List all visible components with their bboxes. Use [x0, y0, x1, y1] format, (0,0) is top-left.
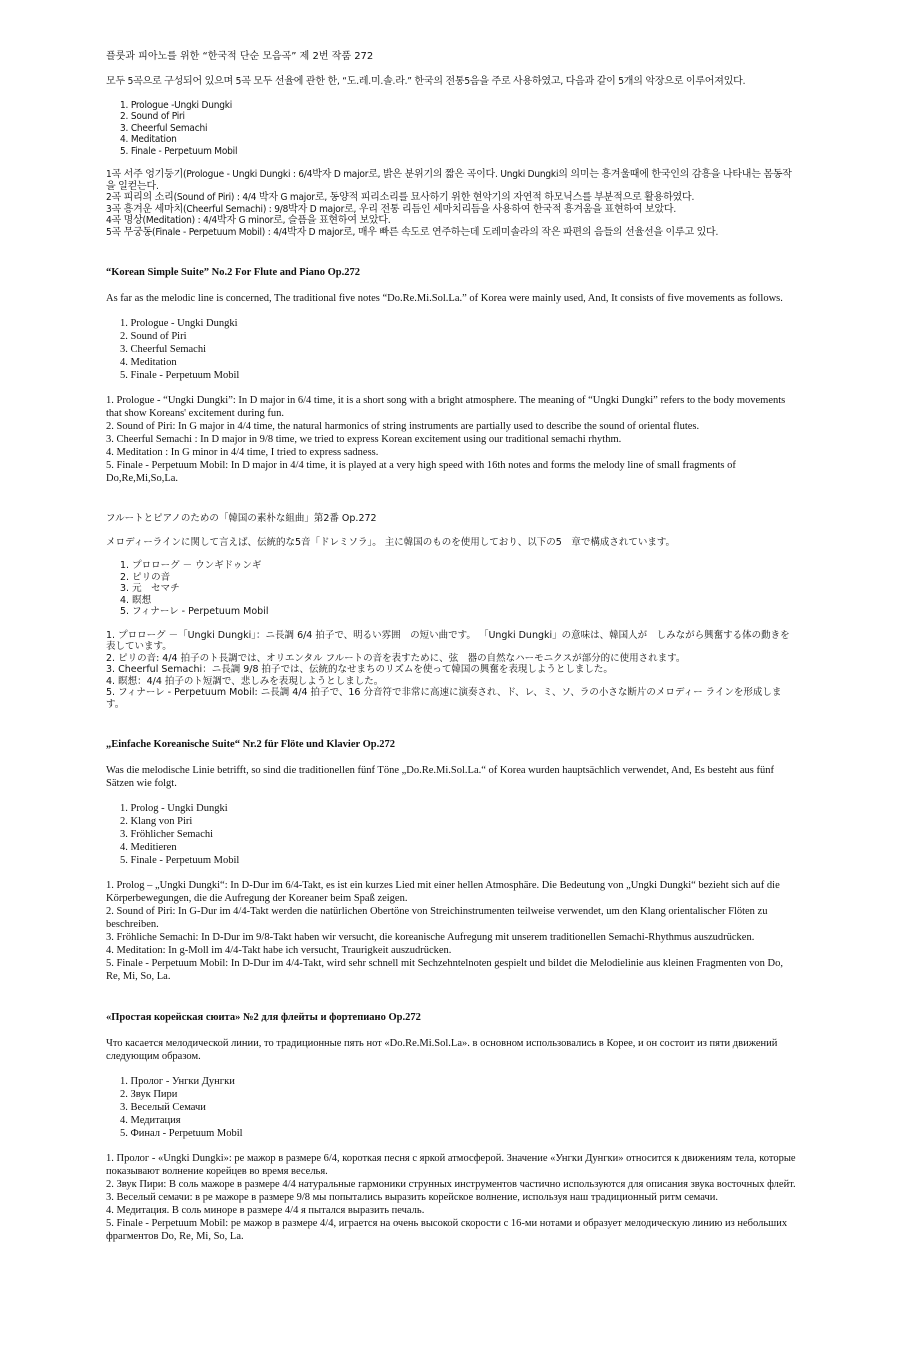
- list-item: 4. Meditation: [120, 357, 177, 368]
- movement-list: [106, 560, 796, 618]
- section-intro: Что касается мелодической линии, то традиционные пять нот «Do.Re.Mi.Sol.La». в основном использовались в Корее, и он состоит из пяти движений следующим образом.: [106, 1038, 778, 1062]
- description-paragraph: 1. Пролог - «Ungki Dungki»: ре мажор в размере 6/4, короткая песня с яркой атмосферой. Значение «Унгки Дунгки» относится к движениям тела, которые показывают волнение корейцев во время веселья.: [106, 1153, 796, 1177]
- section-english: [106, 266, 796, 485]
- list-item: 3. Fröhlicher Semachi: [120, 829, 214, 840]
- list-item: 2. Klang von Piri: [120, 816, 193, 827]
- section-title: “Korean Simple Suite” No.2 For Flute and Piano Op.272: [106, 267, 360, 278]
- movement-descriptions: [106, 394, 796, 485]
- list-item: 5. Финал - Perpetuum Mobil: [120, 1128, 243, 1139]
- document-page: [106, 50, 796, 1243]
- list-item: 5. Finale - Perpetuum Mobil: [120, 145, 238, 157]
- list-item: 2. ピリの音: [120, 571, 171, 583]
- section-german: [106, 738, 796, 983]
- movement-list: [106, 1075, 796, 1140]
- description-paragraph: 2. ピリの音: 4/4 拍子のト長調では、オリエンタル フルートの音を表すために、弦 器の自然なハーモニクスが部分的に使用されます。: [106, 652, 686, 664]
- description-paragraph: 5. Finale - Perpetuum Mobil: ре мажор в размере 4/4, играется на очень высокой скорости с 16-ми нотами и образует мелодическую линию из небольших фрагментов Do, Re, Mi, So, La.: [106, 1218, 788, 1242]
- movement-descriptions: [106, 169, 796, 238]
- list-item: 2. Sound of Piri: [120, 331, 187, 342]
- list-item: 4. Meditation: [120, 134, 177, 145]
- movement-descriptions: [106, 879, 796, 983]
- description-paragraph: 3곡 흥겨운 세마치(Cheerful Semachi) : 9/8박자 D major로, 우리 전통 리듬인 세마치리듬을 사용하여 한국적 흥겨움을 표현하여 보았다.: [106, 203, 677, 215]
- description-paragraph: 2. Sound of Piri: In G major in 4/4 time, the natural harmonics of string instruments are partially used to describe the sound of oriental flutes.: [106, 421, 700, 432]
- section-intro: As far as the melodic line is concerned, The traditional five notes “Do.Re.Mi.Sol.La.” of Korea were mainly used, And, It consists of five movements as follows.: [106, 293, 783, 304]
- description-paragraph: 2곡 피리의 소리(Sound of Piri) : 4/4 박자 G major로, 동양적 피리소리를 묘사하기 위한 현악기의 자연적 하모닉스를 부분적으로 활용하였다.: [106, 192, 695, 203]
- description-paragraph: 4. 瞑想：4/4 拍子のト短調で、悲しみを表現しようとしました。: [106, 675, 384, 687]
- list-item: 1. Prolog - Ungki Dungki: [120, 803, 228, 814]
- list-item: 4. Meditieren: [120, 842, 177, 853]
- description-paragraph: 1. Prologue - “Ungki Dungki”: In D major in 6/4 time, it is a short song with a bright atmosphere. The meaning of “Ungki Dungki” refers to the body movements that show Koreans' excitement during fun.: [106, 395, 786, 419]
- description-paragraph: 2. Звук Пири: В соль мажоре в размере 4/4 натуральные гармоники струнных инструментов частично используются для описания звука восточных флейт.: [106, 1179, 796, 1190]
- list-item: 4. Медитация: [120, 1115, 181, 1126]
- list-item: 1. Prologue -Ungki Dungki: [120, 99, 233, 111]
- section-intro: メロディーラインに関して言えば、伝統的な5音「ドレミソラ」。 主に韓国のものを使用しており、以下の5 章で構成されています。: [106, 536, 676, 548]
- description-paragraph: 5. Finale - Perpetuum Mobil: In D-Dur im 4/4-Takt, wird sehr schnell mit Sechzehntelnoten gespielt und bildet die Melodielinie aus kleinen Fragmenten von Do, Re, Mi, So, La.: [106, 958, 783, 982]
- description-paragraph: 4. Meditation: In g-Moll im 4/4-Takt habe ich versucht, Traurigkeit auszudrücken.: [106, 945, 452, 956]
- list-item: 5. Finale - Perpetuum Mobil: [120, 855, 240, 866]
- movement-descriptions: [106, 630, 796, 711]
- list-item: 5. Finale - Perpetuum Mobil: [120, 370, 240, 381]
- description-paragraph: 3. Fröhliche Semachi: In D-Dur im 9/8-Takt haben wir versucht, die koreanische Aufregung mit unserem traditionellen Semachi-Rhythmus auszudrücken.: [106, 932, 755, 943]
- list-item: 3. Cheerful Semachi: [120, 122, 208, 134]
- list-item: 2. Звук Пири: [120, 1089, 178, 1100]
- list-item: 4. 瞑想: [120, 594, 152, 606]
- list-item: 1. Пролог - Унгки Дунгки: [120, 1076, 235, 1087]
- list-item: 2. Sound of Piri: [120, 111, 185, 122]
- section-title: «Простая корейская сюита» №2 для флейты и фортепиано Op.272: [106, 1012, 421, 1023]
- description-paragraph: 3. Cheerful Semachi : In D major in 9/8 time, we tried to express Korean excitement using our traditional semachi rhythm.: [106, 434, 622, 445]
- description-paragraph: 5. フィナーレ - Perpetuum Mobil: ニ長調 4/4 拍子で、16 分音符で非常に高速に演奏され、ド、レ、ミ、ソ、ラの小さな断片のメロディー ラインを形成します。: [106, 687, 782, 710]
- description-paragraph: 4곡 명상(Meditation) : 4/4박자 G minor로, 슬픔을 표현하여 보았다.: [106, 215, 391, 226]
- movement-list: [106, 317, 796, 382]
- description-paragraph: 1. プロローグ －「Ungki Dungki」：ニ長調 6/4 拍子で、明るい雰囲 の短い曲です。 「Ungki Dungki」の意味は、韓国人が しみながら興奮する体の動きを表しています。: [106, 629, 790, 652]
- list-item: 1. Prologue - Ungki Dungki: [120, 318, 238, 329]
- section-title: „Einfache Koreanische Suite“ Nr.2 für Flöte und Klavier Op.272: [106, 739, 395, 750]
- list-item: 3. Веселый Семачи: [120, 1102, 206, 1113]
- description-paragraph: 5곡 무궁동(Finale - Perpetuum Mobil) : 4/4박자 D major로, 매우 빠른 속도로 연주하는데 도레미솔라의 작은 파편의 음들의 선율선을 이루고 있다.: [106, 226, 719, 238]
- movement-list: [106, 802, 796, 867]
- list-item: 3. Cheerful Semachi: [120, 344, 207, 355]
- section-title: フルートとピアノのための「韓国の素朴な組曲」第2番 Op.272: [106, 513, 377, 524]
- movement-descriptions: [106, 1152, 796, 1243]
- description-paragraph: 1곡 서주 엉기둥기(Prologue - Ungki Dungki : 6/4박자 D major로, 밝은 분위기의 짧은 곡이다. Ungki Dungki의 의미는 흥겨울때에 한국인의 감흥을 나타내는 몸동작을 일컫는다.: [106, 169, 792, 192]
- list-item: 5. フィナーレ - Perpetuum Mobil: [120, 606, 269, 617]
- description-paragraph: 3. Cheerful Semachi：ニ長調 9/8 拍子では、伝統的なせまちのリズムを使って韓国の興奮を表現しようとしました。: [106, 664, 613, 675]
- section-intro: 모두 5곡으로 구성되어 있으며 5곡 모두 선율에 관한 한, “도.레.미.솔.라.” 한국의 전통5음을 주로 사용하였고, 다음과 같이 5개의 악장으로 이루어져있다.: [106, 76, 746, 87]
- description-paragraph: 5. Finale - Perpetuum Mobil: In D major in 4/4 time, it is played at a very high speed with 16th notes and forms the melody line of small fragments of Do,Re,Mi,So,La.: [106, 460, 736, 484]
- description-paragraph: 4. Медитация. В соль миноре в размере 4/4 я пытался выразить печаль.: [106, 1205, 425, 1216]
- description-paragraph: 3. Веселый семачи: в ре мажоре в размере 9/8 мы попытались выразить корейское волнение, используя наш традиционный ритм семачи.: [106, 1192, 719, 1203]
- section-japanese: [106, 513, 796, 710]
- section-intro: Was die melodische Linie betrifft, so sind die traditionellen fünf Töne „Do.Re.Mi.Sol.La.“ of Korea wurden hauptsächlich verwendet, And, Es besteht aus fünf Sätzen wie folgt.: [106, 765, 774, 789]
- description-paragraph: 1. Prolog – „Ungki Dungki“: In D-Dur im 6/4-Takt, es ist ein kurzes Lied mit einer hellen Atmosphäre. Die Bedeutung von „Ungki Dungki“ bezieht sich auf die Körperbewegungen, die die Aufregung der Koreaner beim Spaß zeigen.: [106, 880, 780, 904]
- list-item: 1. プロローグ － ウンギドゥンギ: [120, 560, 262, 571]
- movement-list: [106, 100, 796, 158]
- description-paragraph: 2. Sound of Piri: In G-Dur im 4/4-Takt werden die natürlichen Obertöne von Streichinstrumenten teilweise verwendet, um den Klang orientalischer Flöten zu beschreiben.: [106, 906, 768, 930]
- section-korean: [106, 50, 796, 238]
- list-item: 3. 元 セマチ: [120, 583, 180, 594]
- description-paragraph: 4. Meditation : In G minor in 4/4 time, I tried to express sadness.: [106, 447, 379, 458]
- section-russian: [106, 1011, 796, 1243]
- section-title: 플룻과 피아노를 위한 “한국적 단순 모음곡” 제 2번 작품 272: [106, 51, 374, 62]
